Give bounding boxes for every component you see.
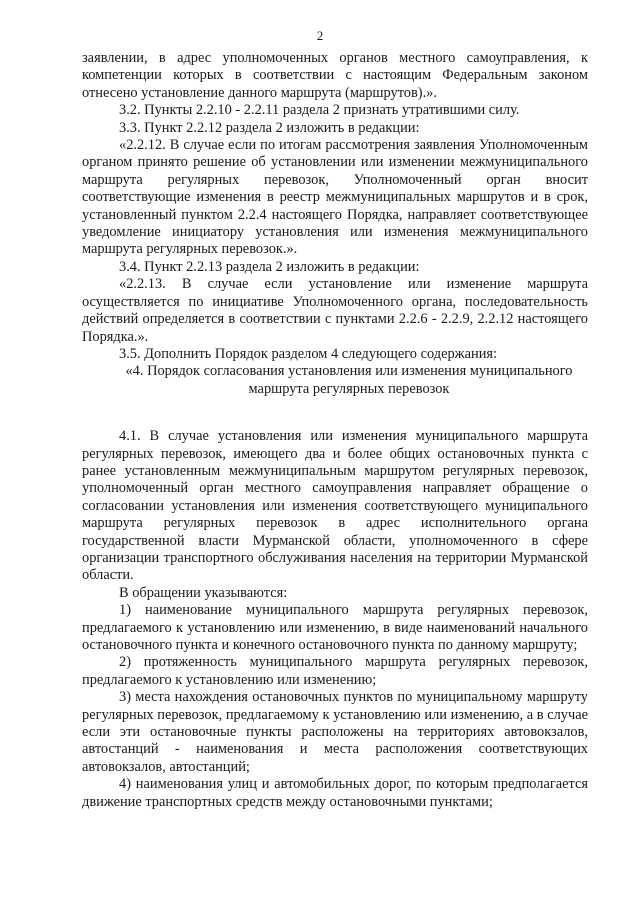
paragraph: 3.2. Пункты 2.2.10 - 2.2.11 раздела 2 признать утратившими силу. <box>119 102 520 119</box>
paragraph: В обращении указываются: <box>119 584 288 601</box>
paragraph: 3.4. Пункт 2.2.13 раздела 2 изложить в редакции: <box>119 258 420 275</box>
paragraph: заявлении, в адрес уполномоченных органов местного самоуправления, к компетенции которых в соответствии с настоящим Федеральным законом отнесено установление данного маршрута (маршрутов).». <box>82 50 588 101</box>
paragraph: 3.5. Дополнить Порядок разделом 4 следующего содержания: <box>119 345 498 362</box>
section-spacer <box>82 398 588 428</box>
paragraph: «2.2.12. В случае если по итогам рассмотрения заявления Уполномоченным органом принято решение об установлении или изменении межмуниципального маршрута регулярных перевозок, Уполномоченный орган вносит соответствующие изменения в реестр межмуниципальных маршрутов и в срок, установленный пунктом 2.2.4 настоящего Порядка, направляет соответствующее уведомление инициатору установления или изменения межмуниципального маршрута регулярных перевозок.». <box>82 137 588 258</box>
paragraph: 3.3. Пункт 2.2.12 раздела 2 изложить в редакции: <box>119 119 420 136</box>
page-number: 2 <box>316 28 324 43</box>
paragraph: «2.2.13. В случае если установление или изменение маршрута осуществляется по инициативе Уполномоченного органа, последовательность действий определяется в соответствии с пунктами 2.2.6 - 2.2.9, 2.2.12 настоящего Порядка.». <box>82 276 588 345</box>
paragraph: 4.1. В случае установления или изменения муниципального маршрута регулярных перевозок, имеющего два и более общих остановочных пункта с ранее установленным межмуниципальным маршрутом регулярных перевозок, уполномоченный орган местного самоуправления направляет обращение о согласовании установления или изменения соответствующего муниципального маршрута регулярных перевозок в адрес исполнительного органа государственной власти Мурманской области, уполномоченного в сфере организации транспортного обслуживания населения на территории Мурманской области. <box>82 428 588 584</box>
list-item: 1) наименование муниципального маршрута регулярных перевозок, предлагаемого к установлению или изменению, в виде наименований начального остановочного пункта и конечного остановочного пункта по данному маршруту; <box>82 602 588 653</box>
list-item: 3) места нахождения остановочных пунктов по муниципальному маршруту регулярных перевозок, предлагаемому к установлению или изменению, а в случае если эти остановочные пункты расположены на территориях автовокзалов, автостанций - наименования и места расположения соответствующих автовокзалов, автостанций; <box>82 689 588 775</box>
document-body <box>82 50 588 811</box>
list-item: 2) протяженность муниципального маршрута регулярных перевозок, предлагаемого к установлению или изменению; <box>82 654 588 688</box>
list-item: 4) наименования улиц и автомобильных дорог, по которым предполагается движение транспортных средств между остановочными пунктами; <box>82 776 588 810</box>
section-heading: «4. Порядок согласования установления или изменения муниципального маршрута регулярных перевозок <box>125 363 573 397</box>
